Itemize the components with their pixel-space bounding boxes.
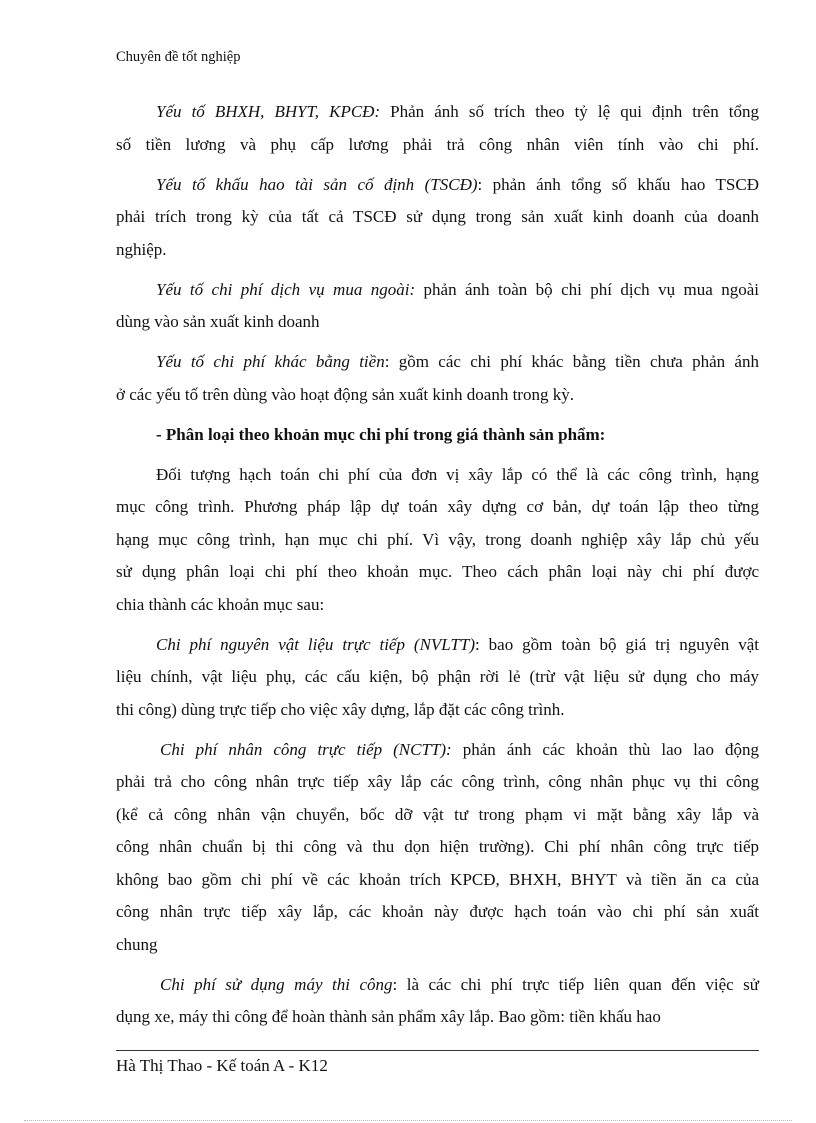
- body-text: : là các chi phí trực tiếp liên quan đến việc sử: [392, 974, 759, 994]
- document-body: [116, 96, 759, 1034]
- text-line: [116, 96, 759, 129]
- heading-text: - Phân loại theo khoản mục chi phí trong giá thành sản phẩm:: [156, 424, 606, 444]
- term-label: Yếu tố chi phí khác bằng tiền: [156, 352, 385, 371]
- paragraph: [116, 629, 759, 727]
- text-line: [116, 556, 759, 589]
- term-label: Chi phí sử dụng máy thi công: [160, 974, 393, 994]
- text-line: [116, 694, 759, 727]
- text-line: [116, 864, 759, 897]
- text-line: [116, 459, 759, 492]
- text-line: [116, 734, 759, 767]
- section-heading: [116, 419, 759, 452]
- page-footer: Hà Thị Thao - Kế toán A - K12: [116, 1056, 328, 1075]
- body-text: công nhân chuẩn bị thi công và thu dọn hiện trường). Chi phí nhân công trực tiếp: [116, 837, 759, 856]
- body-text: : bao gồm toàn bộ giá trị nguyên vật: [474, 634, 760, 654]
- paragraph: [116, 96, 759, 161]
- page-header: Chuyên đề tốt nghiệp: [116, 49, 241, 65]
- body-text: công nhân trực tiếp xây lắp, các khoản này được hạch toán vào chi phí sản xuất: [116, 902, 759, 921]
- body-text: Phản ánh số trích theo tỷ lệ qui định trên tổng: [380, 102, 759, 121]
- page-boundary: [24, 1120, 792, 1121]
- text-line: [116, 929, 759, 962]
- body-text: nghiệp.: [116, 239, 167, 259]
- term-label: Chi phí nhân công trực tiếp (NCTT):: [160, 739, 452, 759]
- paragraph: [116, 734, 759, 962]
- footer-divider: [116, 1050, 759, 1051]
- body-text: dụng xe, máy thi công để hoàn thành sản phẩm xây lắp. Bao gồm: tiền khấu hao: [116, 1007, 661, 1026]
- paragraph: [116, 274, 759, 339]
- term-label: Yếu tố BHXH, BHYT, KPCĐ:: [156, 102, 381, 121]
- text-line: [116, 169, 759, 202]
- body-text: phản ánh các khoản thù lao lao động: [451, 739, 759, 759]
- text-line: [116, 766, 759, 799]
- body-text: hạng mục công trình, hạn mục chi phí. Vì vậy, trong doanh nghiệp xây lắp chủ yếu: [116, 529, 759, 549]
- text-line: [116, 201, 759, 234]
- body-text: phản ánh toàn bộ chi phí dịch vụ mua ngoài: [415, 279, 759, 299]
- text-line: [116, 346, 759, 379]
- text-line: [116, 1001, 759, 1034]
- body-text: dùng vào sản xuất kinh doanh: [116, 312, 320, 331]
- text-line: [116, 831, 759, 864]
- paragraph: [116, 969, 759, 1034]
- term-label: Yếu tố chi phí dịch vụ mua ngoài:: [156, 279, 416, 299]
- body-text: (kể cả công nhân vận chuyển, bốc dỡ vật tư trong phạm vi mặt bằng xây lắp và: [116, 804, 759, 824]
- body-text: : gồm các chi phí khác bằng tiền chưa phản ánh: [384, 352, 759, 371]
- text-line: [116, 629, 759, 662]
- body-text: sử dụng phân loại chi phí theo khoản mục. Theo cách phân loại này chi phí được: [116, 562, 759, 581]
- text-line: [116, 524, 759, 557]
- text-line: [116, 129, 759, 162]
- paragraph: [116, 169, 759, 267]
- text-line: [116, 306, 759, 339]
- body-text: mục công trình. Phương pháp lập dự toán xây dựng cơ bản, dự toán lập theo từng: [116, 497, 759, 516]
- text-line: [116, 799, 759, 832]
- text-line: [116, 379, 759, 412]
- text-line: [116, 234, 759, 267]
- paragraph: [116, 346, 759, 411]
- body-text: chia thành các khoản mục sau:: [116, 594, 325, 614]
- body-text: số tiền lương và phụ cấp lương phải trả công nhân viên tính vào chi phí.: [116, 134, 759, 154]
- paragraph: [116, 459, 759, 622]
- text-line: [116, 661, 759, 694]
- text-line: [116, 274, 759, 307]
- body-text: chung: [116, 934, 158, 954]
- text-line: [116, 896, 759, 929]
- body-text: thi công) dùng trực tiếp cho việc xây dựng, lắp đặt các công trình.: [116, 699, 565, 719]
- body-text: : phản ánh tổng số khấu hao TSCĐ: [477, 174, 759, 194]
- body-text: liệu chính, vật liệu phụ, các cấu kiện, bộ phận rời lẻ (trừ vật liệu sử dụng cho máy: [116, 667, 759, 686]
- body-text: phải trích trong kỳ của tất cả TSCĐ sử dụng trong sản xuất kinh doanh của doanh: [116, 207, 759, 226]
- text-line: [116, 589, 759, 622]
- body-text: ở các yếu tố trên dùng vào hoạt động sản xuất kinh doanh trong kỳ.: [116, 384, 574, 404]
- body-text: không bao gồm chi phí về các khoản trích KPCĐ, BHXH, BHYT và tiền ăn ca của: [116, 869, 759, 889]
- body-text: Đối tượng hạch toán chi phí của đơn vị xây lắp có thể là các công trình, hạng: [156, 464, 759, 484]
- term-label: Chi phí nguyên vật liệu trực tiếp (NVLTT): [156, 634, 475, 654]
- text-line: [116, 491, 759, 524]
- text-line: [116, 419, 759, 452]
- term-label: Yếu tố khấu hao tài sản cố định (TSCĐ): [156, 174, 478, 194]
- body-text: phải trả cho công nhân trực tiếp xây lắp các công trình, công nhân phục vụ thi công: [116, 772, 759, 791]
- text-line: [116, 969, 759, 1002]
